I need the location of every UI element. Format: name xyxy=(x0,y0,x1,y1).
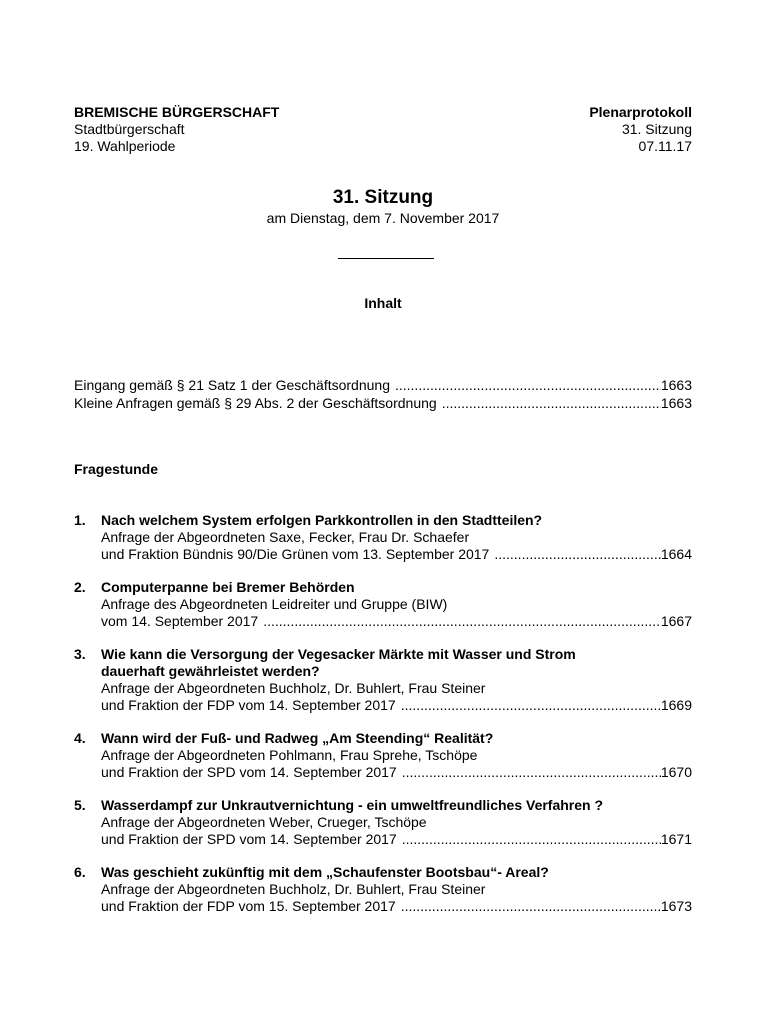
question-requesters: Anfrage der Abgeordneten Pohlmann, Frau Sprehe, Tschöpe xyxy=(101,747,478,763)
toc-leader-dots xyxy=(263,613,661,630)
question-requesters: Anfrage der Abgeordneten Buchholz, Dr. Buhlert, Frau Steiner xyxy=(101,680,486,696)
page-subtitle: am Dienstag, dem 7. November 2017 xyxy=(266,210,500,226)
question-last-text: und Fraktion der FDP vom 15. September 2017 xyxy=(101,898,396,914)
header-left xyxy=(74,104,279,155)
question-last-line xyxy=(101,831,692,848)
question-last-line xyxy=(101,697,692,714)
question-number: 1. xyxy=(74,512,86,528)
toc-leader-dots xyxy=(402,831,661,848)
question-number: 3. xyxy=(74,646,86,662)
question-item xyxy=(74,579,692,630)
question-body xyxy=(101,512,692,563)
question-title: Wann wird der Fuß- und Radweg „Am Steending“ Realität? xyxy=(101,730,494,746)
question-last-line xyxy=(101,613,692,630)
question-last-text: und Fraktion der SPD vom 14. September 2017 xyxy=(101,764,397,780)
toc-entry-label: Eingang gemäß § 21 Satz 1 der Geschäftsordnung xyxy=(74,377,390,393)
title-divider xyxy=(338,258,434,259)
toc-entry-page: 1663 xyxy=(660,395,692,411)
toc-leader-dots xyxy=(395,377,661,394)
toc-leader-dots xyxy=(401,697,661,714)
question-title: Was geschieht zukünftig mit dem „Schaufenster Bootsbau“- Areal? xyxy=(101,864,549,880)
legislative-period: 19. Wahlperiode xyxy=(74,138,176,154)
question-number: 5. xyxy=(74,797,86,813)
question-last-line xyxy=(101,898,692,915)
question-body xyxy=(101,579,692,630)
toc-entry xyxy=(74,395,692,412)
question-body xyxy=(101,730,692,781)
question-page: 1670 xyxy=(660,764,692,780)
question-title: Computerpanne bei Bremer Behörden xyxy=(101,579,355,595)
contents-heading: Inhalt xyxy=(364,295,402,311)
question-title: Nach welchem System erfolgen Parkkontrollen in den Stadtteilen? xyxy=(101,512,543,528)
question-last-line xyxy=(101,764,692,781)
question-page: 1671 xyxy=(660,831,692,847)
question-requesters: Anfrage des Abgeordneten Leidreiter und Gruppe (BIW) xyxy=(101,596,448,612)
session-date: 07.11.17 xyxy=(638,138,692,154)
toc-entry xyxy=(74,377,692,394)
question-page: 1667 xyxy=(660,613,692,629)
question-requesters: Anfrage der Abgeordneten Saxe, Fecker, Frau Dr. Schaefer xyxy=(101,529,470,545)
question-item xyxy=(74,797,692,848)
question-number: 6. xyxy=(74,864,86,880)
section-heading-fragestunde: Fragestunde xyxy=(74,461,159,477)
document-type: Plenarprotokoll xyxy=(589,104,692,120)
question-last-text: und Fraktion der SPD vom 14. September 2017 xyxy=(101,831,397,847)
question-last-text: und Fraktion der FDP vom 14. September 2017 xyxy=(101,697,396,713)
header-right xyxy=(589,104,692,155)
session-number: 31. Sitzung xyxy=(621,121,692,137)
toc-entry-label: Kleine Anfragen gemäß § 29 Abs. 2 der Geschäftsordnung xyxy=(74,395,437,411)
question-requesters: Anfrage der Abgeordneten Weber, Crueger, Tschöpe xyxy=(101,814,427,830)
toc-leader-dots xyxy=(442,395,661,412)
question-number: 4. xyxy=(74,730,86,746)
parliament-name: BREMISCHE BÜRGERSCHAFT xyxy=(74,104,280,120)
question-body xyxy=(101,646,692,714)
question-item xyxy=(74,512,692,563)
question-page: 1664 xyxy=(660,546,692,562)
toc-entry-page: 1663 xyxy=(660,377,692,393)
question-item xyxy=(74,864,692,915)
question-number: 2. xyxy=(74,579,86,595)
question-last-text: vom 14. September 2017 xyxy=(101,613,259,629)
toc-leader-dots xyxy=(402,764,661,781)
question-last-text: und Fraktion Bündnis 90/Die Grünen vom 13. September 2017 xyxy=(101,546,490,562)
question-requesters: Anfrage der Abgeordneten Buchholz, Dr. Buhlert, Frau Steiner xyxy=(101,881,486,897)
question-title-continued: dauerhaft gewährleistet werden? xyxy=(101,663,320,679)
question-item xyxy=(74,730,692,781)
question-body xyxy=(101,797,692,848)
question-title: Wie kann die Versorgung der Vegesacker Märkte mit Wasser und Strom xyxy=(101,646,576,662)
protocol-page xyxy=(74,0,692,1024)
question-page: 1669 xyxy=(660,697,692,713)
question-item xyxy=(74,646,692,714)
question-title: Wasserdampf zur Unkrautvernichtung - ein umweltfreundliches Verfahren ? xyxy=(101,797,604,813)
question-last-line xyxy=(101,546,692,563)
question-page: 1673 xyxy=(660,898,692,914)
toc-leader-dots xyxy=(494,546,661,563)
toc-leader-dots xyxy=(401,898,661,915)
chamber-name: Stadtbürgerschaft xyxy=(74,121,185,137)
question-body xyxy=(101,864,692,915)
page-title: 31. Sitzung xyxy=(332,187,434,208)
